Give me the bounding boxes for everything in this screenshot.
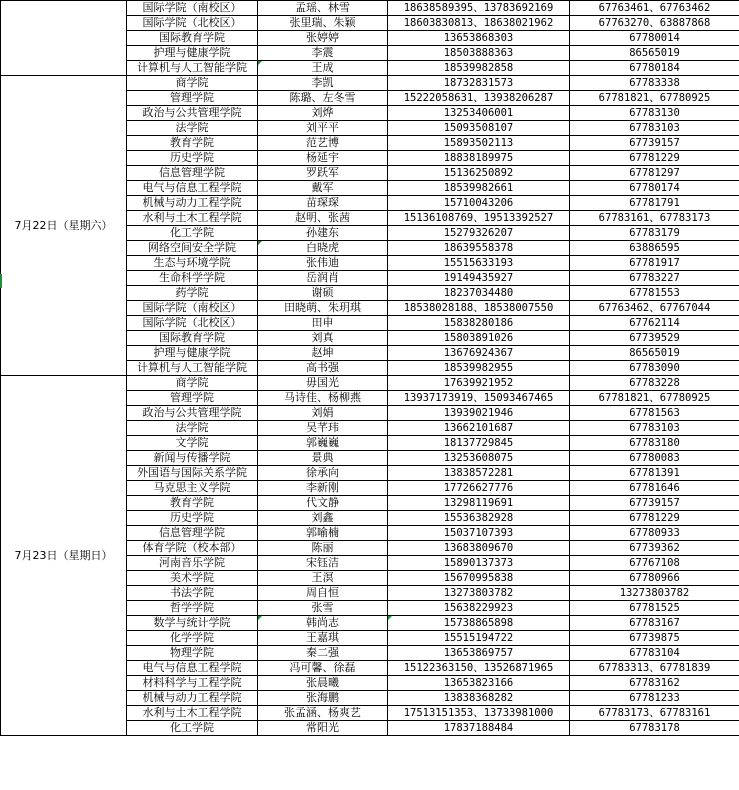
office-cell[interactable]: 67763462、67767044 <box>570 301 739 316</box>
office-cell[interactable]: 67780966 <box>570 571 739 586</box>
college-cell[interactable]: 管理学院 <box>127 391 258 406</box>
person-cell[interactable]: 田晓萌、朱玥琪 <box>258 301 388 316</box>
person-cell[interactable]: 孙建东 <box>258 226 388 241</box>
person-cell[interactable]: 陈丽 <box>258 541 388 556</box>
mobile-cell[interactable]: 15279326207 <box>388 226 570 241</box>
person-cell[interactable]: 谢硕 <box>258 286 388 301</box>
college-cell[interactable]: 商学院 <box>127 376 258 391</box>
mobile-cell[interactable]: 18503888363 <box>388 46 570 61</box>
college-cell[interactable]: 国际教育学院 <box>127 331 258 346</box>
mobile-cell[interactable]: 13676924367 <box>388 346 570 361</box>
mobile-cell[interactable]: 18538028188、18538007550 <box>388 301 570 316</box>
person-cell[interactable]: 王溟 <box>258 571 388 586</box>
person-cell[interactable]: 张雪 <box>258 601 388 616</box>
mobile-cell[interactable]: 18539982858 <box>388 61 570 76</box>
college-cell[interactable]: 计算机与人工智能学院 <box>127 61 258 76</box>
person-cell[interactable]: 韩尚志 <box>258 616 388 631</box>
mobile-cell[interactable]: 19149435927 <box>388 271 570 286</box>
college-cell[interactable]: 国际学院（南校区） <box>127 301 258 316</box>
college-cell[interactable]: 化工学院 <box>127 721 258 736</box>
mobile-cell[interactable]: 15893502113 <box>388 136 570 151</box>
college-cell[interactable]: 水利与土木工程学院 <box>127 706 258 721</box>
office-cell[interactable]: 67781233 <box>570 691 739 706</box>
office-cell[interactable]: 67783162 <box>570 676 739 691</box>
office-cell[interactable]: 67783313、67781839 <box>570 661 739 676</box>
college-cell[interactable]: 化工学院 <box>127 226 258 241</box>
college-cell[interactable]: 生态与环境学院 <box>127 256 258 271</box>
office-cell[interactable]: 67781646 <box>570 481 739 496</box>
office-cell[interactable]: 67783179 <box>570 226 739 241</box>
office-cell[interactable]: 67781791 <box>570 196 739 211</box>
college-cell[interactable]: 政治与公共管理学院 <box>127 106 258 121</box>
office-cell[interactable]: 67783338 <box>570 76 739 91</box>
person-cell[interactable]: 宋钰洁 <box>258 556 388 571</box>
college-cell[interactable]: 法学院 <box>127 421 258 436</box>
person-cell[interactable]: 白晓虎 <box>258 241 388 256</box>
table-row <box>1 1 739 16</box>
person-cell[interactable]: 刘平平 <box>258 121 388 136</box>
person-cell[interactable]: 徐承向 <box>258 466 388 481</box>
person-cell[interactable]: 张里瑞、朱颖 <box>258 16 388 31</box>
mobile-cell[interactable]: 17639921952 <box>388 376 570 391</box>
person-cell[interactable]: 李凯 <box>258 76 388 91</box>
person-cell[interactable]: 张伟迪 <box>258 256 388 271</box>
mobile-cell[interactable]: 13937173919、15093467465 <box>388 391 570 406</box>
office-cell[interactable]: 67783227 <box>570 271 739 286</box>
mobile-cell[interactable]: 15738865898 <box>388 616 570 631</box>
mobile-cell[interactable]: 13653823166 <box>388 676 570 691</box>
office-cell[interactable]: 67781563 <box>570 406 739 421</box>
college-cell[interactable]: 数学与统计学院 <box>127 616 258 631</box>
person-cell[interactable]: 岳润肖 <box>258 271 388 286</box>
date-cell[interactable] <box>1 1 127 76</box>
mobile-cell[interactable]: 18732831573 <box>388 76 570 91</box>
person-cell[interactable]: 刘娟 <box>258 406 388 421</box>
office-cell[interactable]: 67783103 <box>570 121 739 136</box>
office-cell[interactable]: 67739362 <box>570 541 739 556</box>
college-cell[interactable]: 马克思主义学院 <box>127 481 258 496</box>
mobile-cell[interactable]: 13662101687 <box>388 421 570 436</box>
mobile-cell[interactable]: 17837188484 <box>388 721 570 736</box>
college-cell[interactable]: 信息管理学院 <box>127 166 258 181</box>
mobile-cell[interactable]: 18603830813、18638021962 <box>388 16 570 31</box>
college-cell[interactable]: 机械与动力工程学院 <box>127 196 258 211</box>
person-cell[interactable]: 罗跃军 <box>258 166 388 181</box>
person-cell[interactable]: 毋国光 <box>258 376 388 391</box>
mobile-cell[interactable]: 15536382928 <box>388 511 570 526</box>
college-cell[interactable]: 河南音乐学院 <box>127 556 258 571</box>
mobile-cell[interactable]: 15803891026 <box>388 331 570 346</box>
mobile-cell[interactable]: 13653868303 <box>388 31 570 46</box>
office-cell[interactable]: 67780933 <box>570 526 739 541</box>
office-cell[interactable]: 67783178 <box>570 721 739 736</box>
mobile-cell[interactable]: 15136108769、19513392527 <box>388 211 570 226</box>
person-cell[interactable]: 戴军 <box>258 181 388 196</box>
person-cell[interactable]: 张孟涵、杨爽艺 <box>258 706 388 721</box>
office-cell[interactable]: 67739157 <box>570 496 739 511</box>
mobile-cell[interactable]: 18639558378 <box>388 241 570 256</box>
college-cell[interactable]: 新闻与传播学院 <box>127 451 258 466</box>
college-cell[interactable]: 信息管理学院 <box>127 526 258 541</box>
mobile-cell[interactable]: 15638229923 <box>388 601 570 616</box>
person-cell[interactable]: 景典 <box>258 451 388 466</box>
college-cell[interactable]: 网络空间安全学院 <box>127 241 258 256</box>
date-cell[interactable]: 7月23日（星期日） <box>1 376 127 736</box>
mobile-cell[interactable]: 15710043206 <box>388 196 570 211</box>
college-cell[interactable]: 法学院 <box>127 121 258 136</box>
office-cell[interactable]: 86565019 <box>570 46 739 61</box>
college-cell[interactable]: 国际学院（南校区） <box>127 1 258 16</box>
office-cell[interactable]: 67739529 <box>570 331 739 346</box>
person-cell[interactable]: 李新刚 <box>258 481 388 496</box>
mobile-cell[interactable]: 13653869757 <box>388 646 570 661</box>
mobile-cell[interactable]: 15838280186 <box>388 316 570 331</box>
college-cell[interactable]: 国际教育学院 <box>127 31 258 46</box>
college-cell[interactable]: 商学院 <box>127 76 258 91</box>
person-cell[interactable]: 孟瑶、林雪 <box>258 1 388 16</box>
office-cell[interactable]: 67783090 <box>570 361 739 376</box>
person-cell[interactable]: 杨延宇 <box>258 151 388 166</box>
office-cell[interactable]: 67781821、67780925 <box>570 391 739 406</box>
mobile-cell[interactable]: 15515633193 <box>388 256 570 271</box>
person-cell[interactable]: 刘鑫 <box>258 511 388 526</box>
college-cell[interactable]: 外国语与国际关系学院 <box>127 466 258 481</box>
person-cell[interactable]: 张婷婷 <box>258 31 388 46</box>
office-cell[interactable]: 67783130 <box>570 106 739 121</box>
office-cell[interactable]: 67780174 <box>570 181 739 196</box>
table-body <box>1 1 739 736</box>
office-cell[interactable]: 67762114 <box>570 316 739 331</box>
mobile-cell[interactable]: 17726627776 <box>388 481 570 496</box>
mobile-cell[interactable]: 18137729845 <box>388 436 570 451</box>
college-cell[interactable]: 护理与健康学院 <box>127 46 258 61</box>
person-cell[interactable]: 马诗佳、杨柳燕 <box>258 391 388 406</box>
person-cell[interactable]: 秦二强 <box>258 646 388 661</box>
person-cell[interactable]: 刘烨 <box>258 106 388 121</box>
mobile-cell[interactable]: 13683809670 <box>388 541 570 556</box>
college-cell[interactable]: 历史学院 <box>127 151 258 166</box>
college-cell[interactable]: 教育学院 <box>127 496 258 511</box>
college-cell[interactable]: 材料科学与工程学院 <box>127 676 258 691</box>
office-cell[interactable]: 67739157 <box>570 136 739 151</box>
person-cell[interactable]: 范艺博 <box>258 136 388 151</box>
mobile-cell[interactable]: 13273803782 <box>388 586 570 601</box>
person-cell[interactable]: 田申 <box>258 316 388 331</box>
mobile-cell[interactable]: 15122363150、13526871965 <box>388 661 570 676</box>
college-cell[interactable]: 电气与信息工程学院 <box>127 181 258 196</box>
mobile-cell[interactable]: 15222058631、13938206287 <box>388 91 570 106</box>
office-cell[interactable]: 67783173、67783161 <box>570 706 739 721</box>
person-cell[interactable]: 李震 <box>258 46 388 61</box>
person-cell[interactable]: 张海鹏 <box>258 691 388 706</box>
person-cell[interactable]: 王成 <box>258 61 388 76</box>
cell-cursor <box>0 274 2 288</box>
person-cell[interactable]: 陈璐、左冬雪 <box>258 91 388 106</box>
mobile-cell[interactable]: 15515194722 <box>388 631 570 646</box>
office-cell[interactable]: 67783180 <box>570 436 739 451</box>
mobile-cell[interactable]: 15670995838 <box>388 571 570 586</box>
office-cell[interactable]: 67783161、67783173 <box>570 211 739 226</box>
person-cell[interactable]: 刘真 <box>258 331 388 346</box>
college-cell[interactable]: 水利与土木工程学院 <box>127 211 258 226</box>
office-cell[interactable]: 13273803782 <box>570 586 739 601</box>
person-cell[interactable]: 冯可馨、徐磊 <box>258 661 388 676</box>
mobile-cell[interactable]: 18539982661 <box>388 181 570 196</box>
office-cell[interactable]: 63886595 <box>570 241 739 256</box>
mobile-cell[interactable]: 18237034480 <box>388 286 570 301</box>
person-cell[interactable]: 王嘉琪 <box>258 631 388 646</box>
office-cell[interactable]: 67763270、63887868 <box>570 16 739 31</box>
college-cell[interactable]: 美术学院 <box>127 571 258 586</box>
office-cell[interactable]: 67780184 <box>570 61 739 76</box>
college-cell[interactable]: 生命科学学院 <box>127 271 258 286</box>
person-cell[interactable]: 高书强 <box>258 361 388 376</box>
mobile-cell[interactable]: 15890137373 <box>388 556 570 571</box>
college-cell[interactable]: 计算机与人工智能学院 <box>127 361 258 376</box>
college-cell[interactable]: 政治与公共管理学院 <box>127 406 258 421</box>
office-cell[interactable]: 67781821、67780925 <box>570 91 739 106</box>
office-cell[interactable]: 67783103 <box>570 421 739 436</box>
office-cell[interactable]: 67781391 <box>570 466 739 481</box>
college-cell[interactable]: 文学院 <box>127 436 258 451</box>
mobile-cell[interactable]: 13939021946 <box>388 406 570 421</box>
person-cell[interactable]: 吴芊玮 <box>258 421 388 436</box>
office-cell[interactable]: 67781297 <box>570 166 739 181</box>
mobile-cell[interactable]: 15136250892 <box>388 166 570 181</box>
college-cell[interactable]: 护理与健康学院 <box>127 346 258 361</box>
office-cell[interactable]: 67783167 <box>570 616 739 631</box>
college-cell[interactable]: 国际学院（北校区） <box>127 316 258 331</box>
person-cell[interactable]: 苗琛琛 <box>258 196 388 211</box>
table-row <box>1 376 739 391</box>
college-cell[interactable]: 电气与信息工程学院 <box>127 661 258 676</box>
office-cell[interactable]: 86565019 <box>570 346 739 361</box>
office-cell[interactable]: 67783104 <box>570 646 739 661</box>
mobile-cell[interactable]: 18838189975 <box>388 151 570 166</box>
office-cell[interactable]: 67767108 <box>570 556 739 571</box>
mobile-cell[interactable]: 13838572281 <box>388 466 570 481</box>
college-cell[interactable]: 教育学院 <box>127 136 258 151</box>
college-cell[interactable]: 物理学院 <box>127 646 258 661</box>
college-cell[interactable]: 书法学院 <box>127 586 258 601</box>
college-cell[interactable]: 哲学学院 <box>127 601 258 616</box>
office-cell[interactable]: 67781229 <box>570 511 739 526</box>
mobile-cell[interactable]: 18539982955 <box>388 361 570 376</box>
office-cell[interactable]: 67783228 <box>570 376 739 391</box>
office-cell[interactable]: 67781553 <box>570 286 739 301</box>
mobile-cell[interactable]: 13253608075 <box>388 451 570 466</box>
college-cell[interactable]: 历史学院 <box>127 511 258 526</box>
mobile-cell[interactable]: 13298119691 <box>388 496 570 511</box>
person-cell[interactable]: 郭喻楠 <box>258 526 388 541</box>
college-cell[interactable]: 体育学院（校本部） <box>127 541 258 556</box>
office-cell[interactable]: 67780083 <box>570 451 739 466</box>
college-cell[interactable]: 化学学院 <box>127 631 258 646</box>
person-cell[interactable]: 张晨曦 <box>258 676 388 691</box>
mobile-cell[interactable]: 13253406001 <box>388 106 570 121</box>
person-cell[interactable]: 郭巍巍 <box>258 436 388 451</box>
person-cell[interactable]: 赵坤 <box>258 346 388 361</box>
table-row <box>1 76 739 91</box>
mobile-cell[interactable]: 17513151353、13733981000 <box>388 706 570 721</box>
office-cell[interactable]: 67781229 <box>570 151 739 166</box>
person-cell[interactable]: 常阳光 <box>258 721 388 736</box>
office-cell[interactable]: 67763461、67763462 <box>570 1 739 16</box>
college-cell[interactable]: 管理学院 <box>127 91 258 106</box>
office-cell[interactable]: 67781917 <box>570 256 739 271</box>
office-cell[interactable]: 67780014 <box>570 31 739 46</box>
person-cell[interactable]: 赵明、张茜 <box>258 211 388 226</box>
person-cell[interactable]: 周自恒 <box>258 586 388 601</box>
office-cell[interactable]: 67739875 <box>570 631 739 646</box>
mobile-cell[interactable]: 13838368282 <box>388 691 570 706</box>
date-cell[interactable]: 7月22日（星期六） <box>1 76 127 376</box>
college-cell[interactable]: 国际学院（北校区） <box>127 16 258 31</box>
office-cell[interactable]: 67781525 <box>570 601 739 616</box>
mobile-cell[interactable]: 15093508107 <box>388 121 570 136</box>
college-cell[interactable]: 药学院 <box>127 286 258 301</box>
mobile-cell[interactable]: 18638589395、13783692169 <box>388 1 570 16</box>
person-cell[interactable]: 代文静 <box>258 496 388 511</box>
mobile-cell[interactable]: 15037107393 <box>388 526 570 541</box>
college-cell[interactable]: 机械与动力工程学院 <box>127 691 258 706</box>
